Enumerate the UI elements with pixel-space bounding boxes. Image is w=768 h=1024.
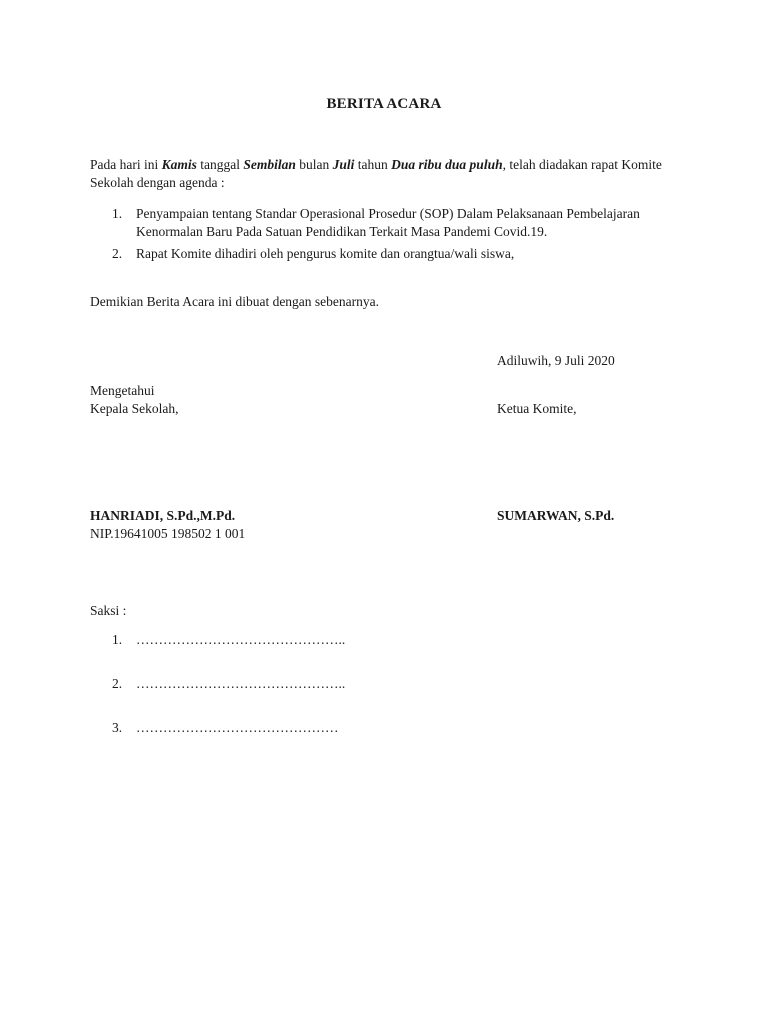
intro-year: Dua ribu dua puluh: [391, 157, 503, 172]
witness-item-number: 3.: [112, 720, 123, 735]
witness-item: [90, 719, 345, 763]
agenda-item: [90, 245, 650, 263]
agenda-item-text: Rapat Komite dihadiri oleh pengurus komite dan orangtua/wali siswa,: [136, 246, 515, 261]
intro-text: Pada hari ini: [90, 157, 162, 172]
witness-item-number: 2.: [112, 676, 123, 691]
witness-signature-line: ………………………………………..: [136, 676, 346, 691]
agenda-list: [90, 205, 650, 267]
witness-list: [90, 631, 345, 763]
document-title: BERITA ACARA: [326, 96, 442, 112]
closing-statement: Demikian Berita Acara ini dibuat dengan sebenarnya.: [90, 294, 380, 309]
agenda-item-text: Penyampaian tentang Standar Operasional Prosedur (SOP) Dalam Pelaksanaan Pembelajaran Kenormalan Baru Pada Satuan Pendidikan Terkait Masa Pandemi Covid.19.: [136, 206, 640, 239]
intro-paragraph: [90, 156, 690, 192]
left-signatory-nip: NIP.19641005 198502 1 001: [90, 526, 246, 541]
agenda-item-number: 1.: [112, 206, 123, 221]
agenda-item: [90, 205, 650, 241]
witness-signature-line: ………………………………………..: [136, 632, 346, 647]
intro-text: bulan: [295, 157, 333, 172]
intro-text: tanggal: [196, 157, 244, 172]
witness-label: Saksi :: [90, 603, 127, 618]
witness-item: [90, 675, 345, 719]
intro-date: Sembilan: [243, 157, 296, 172]
left-signatory-name: HANRIADI, S.Pd.,M.Pd.: [90, 508, 236, 523]
intro-month: Juli: [332, 157, 355, 172]
right-signatory-name: SUMARWAN, S.Pd.: [497, 508, 615, 523]
witness-item-number: 1.: [112, 632, 123, 647]
intro-text: tahun: [354, 157, 392, 172]
intro-day: Kamis: [161, 157, 197, 172]
left-signatory-header: [90, 382, 178, 418]
intro-text: , telah diadakan rapat Komite Sekolah dengan agenda :: [90, 157, 662, 190]
left-role: Kepala Sekolah,: [90, 401, 179, 416]
acknowledge-label: Mengetahui: [90, 383, 155, 398]
witness-signature-line: ………………………………………: [136, 720, 339, 735]
agenda-item-number: 2.: [112, 246, 123, 261]
left-signatory: [90, 507, 245, 543]
witness-item: [90, 631, 345, 675]
place-date: Adiluwih, 9 Juli 2020: [497, 353, 615, 368]
right-role: Ketua Komite,: [497, 401, 577, 416]
